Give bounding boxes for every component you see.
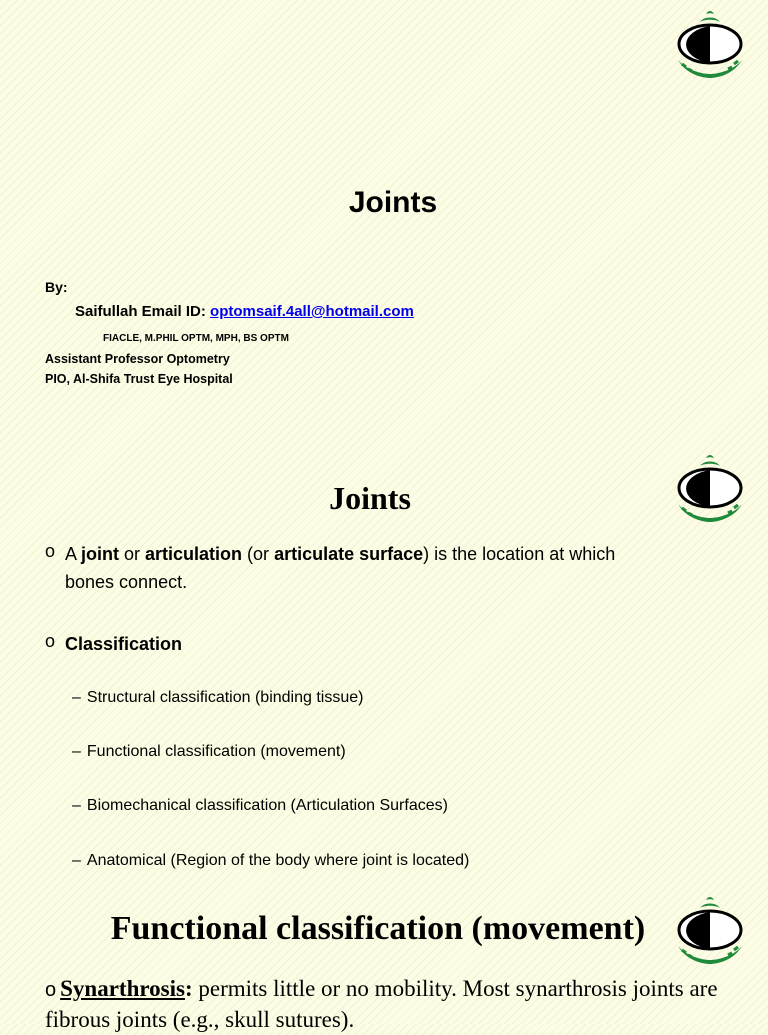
bullet-marker: o	[45, 541, 56, 561]
al-shifa-trust-logo-icon	[672, 8, 748, 84]
slide-title: Joints	[329, 480, 411, 516]
joints-slide	[0, 440, 768, 880]
author-line	[75, 303, 414, 320]
classification-bullet	[45, 630, 665, 658]
author-hospital: PIO, Al-Shifa Trust Eye Hospital	[45, 372, 233, 386]
author-prefix: Saifullah Email ID:	[75, 303, 211, 320]
classification-heading: Classification	[65, 634, 183, 654]
bullet-marker: o	[45, 979, 57, 1001]
synarthrosis-bullet: o Synarthrosis: permits little or no mobility. Most synarthrosis joints are fibrous joints (e.g., skull sutures).	[45, 976, 718, 1032]
by-label: By:	[45, 279, 68, 295]
functional-classification-slide	[0, 880, 768, 1032]
dash-marker: –	[72, 852, 81, 869]
synarthrosis-text: permits little or no mobility. Most synarthrosis joints are fibrous joints (e.g., skull sutures).	[45, 976, 718, 1032]
author-role: Assistant Professor Optometry	[45, 352, 230, 366]
qualifications: FIACLE, M.PHIL OPTM, MPH, BS OPTM	[103, 333, 289, 344]
list-item: – Structural classification (binding tissue)	[72, 689, 364, 706]
list-item: – Biomechanical classification (Articulation Surfaces)	[72, 797, 448, 814]
list-item: – Anatomical (Region of the body where joint is located)	[72, 852, 470, 869]
slide-title: Joints	[348, 186, 438, 219]
definition-bullet	[45, 540, 665, 596]
dash-marker: –	[72, 797, 81, 814]
dash-marker: –	[72, 689, 81, 706]
list-item: – Functional classification (movement)	[72, 743, 346, 760]
definition-text: A joint or articulation (or articulate surface) is the location at which bones connect.	[65, 544, 616, 592]
dash-marker: –	[72, 743, 81, 760]
bullet-marker: o	[45, 631, 56, 651]
synarthrosis-term: Synarthrosis	[60, 976, 185, 1001]
slide-title: Functional classification (movement)	[110, 910, 646, 947]
title-slide	[0, 0, 768, 440]
email-link[interactable]: optomsaif.4all@hotmail.com	[210, 303, 414, 320]
